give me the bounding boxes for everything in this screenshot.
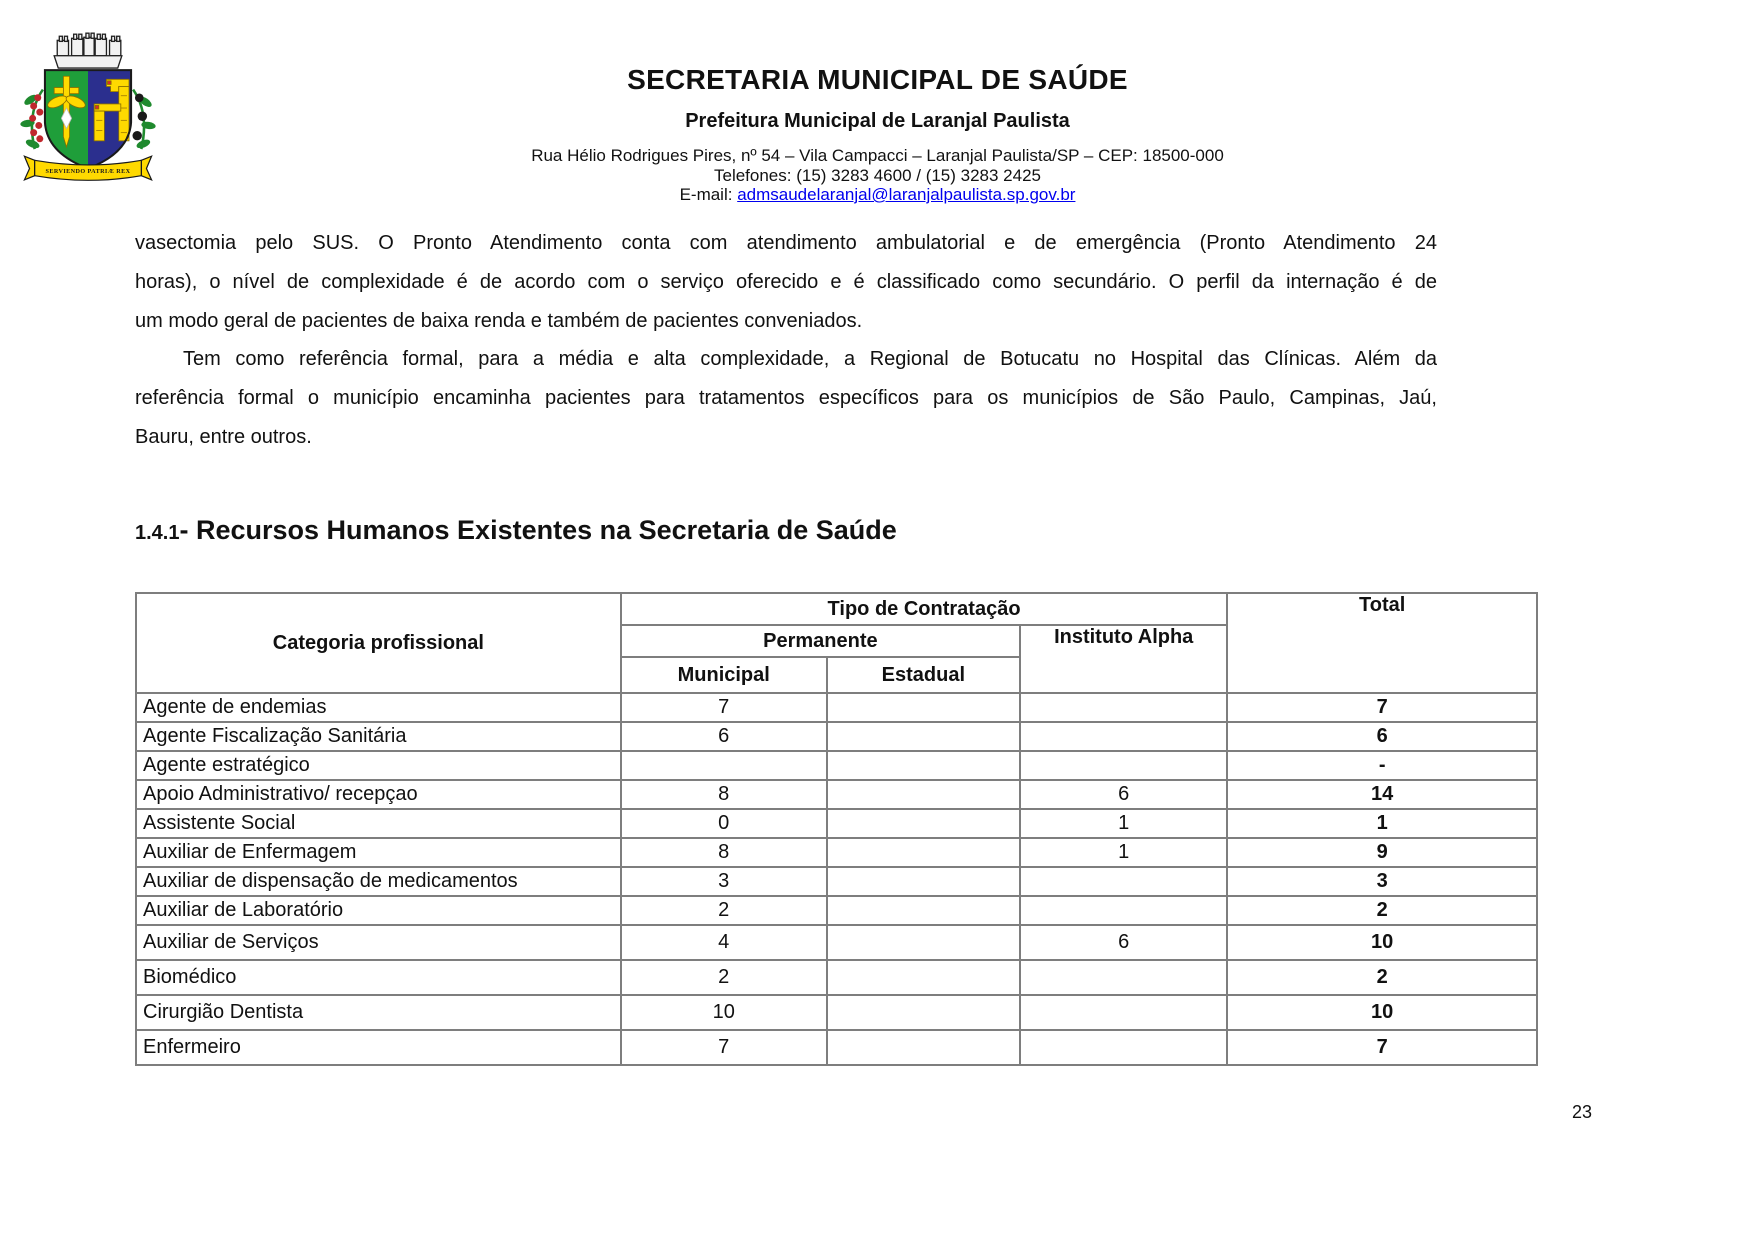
cell-municipal: 0 [621,809,827,838]
paragraph-line: um modo geral de pacientes de baixa renda e também de pacientes conveniados. [135,309,863,332]
cell-categoria: Auxiliar de dispensação de medicamentos [136,867,621,896]
letterhead-address: Rua Hélio Rodrigues Pires, nº 54 – Vila Campacci – Laranjal Paulista/SP – CEP: 18500-000 [531,146,1224,165]
letterhead-subtitle: Prefeitura Municipal de Laranjal Paulista [685,110,1070,132]
cell-categoria: Enfermeiro [136,1030,621,1065]
letterhead-title: SECRETARIA MUNICIPAL DE SAÚDE [627,64,1128,95]
staff-table-container [135,592,1538,1066]
page-number: 23 [1572,1102,1593,1122]
cell-municipal: 2 [621,896,827,925]
cell-total: 14 [1227,780,1537,809]
cell-instituto [1020,693,1227,722]
cell-instituto [1020,722,1227,751]
table-row [136,896,1537,925]
cell-total: 6 [1227,722,1537,751]
email-link[interactable]: admsaudelaranjal@laranjalpaulista.sp.gov.br [737,185,1076,204]
letterhead-email-line [0,185,1755,205]
paragraph-line: Bauru, entre outros. [135,425,312,448]
col-header-tipo-contratacao: Tipo de Contratação [621,593,1228,625]
table-row [136,925,1537,960]
cell-instituto [1020,995,1227,1030]
staff-table [135,592,1538,1066]
paragraph-line: referência formal o município encaminha pacientes para tratamentos específicos para os municípios de São Paulo, Campinas, Jaú, [135,387,1437,410]
cell-categoria: Agente Fiscalização Sanitária [136,722,621,751]
table-row [136,1030,1537,1065]
section-title: - Recursos Humanos Existentes na Secretaria de Saúde [179,515,897,545]
table-row [136,838,1537,867]
cell-estadual [827,995,1020,1030]
table-row [136,693,1537,722]
body-text [135,224,1437,457]
cell-total: 1 [1227,809,1537,838]
cell-categoria: Agente de endemias [136,693,621,722]
cell-total: 10 [1227,925,1537,960]
cell-estadual [827,722,1020,751]
cell-estadual [827,838,1020,867]
col-header-categoria: Categoria profissional [136,593,621,693]
table-row [136,809,1537,838]
cell-municipal [621,751,827,780]
paragraph-line: horas), o nível de complexidade é de acordo com o serviço oferecido e é classificado como secundário. O perfil da internação é de [135,270,1437,293]
col-header-total: Total [1227,593,1537,693]
col-header-municipal: Municipal [621,657,827,693]
cell-categoria: Auxiliar de Enfermagem [136,838,621,867]
col-header-estadual: Estadual [827,657,1020,693]
cell-total: 2 [1227,960,1537,995]
cell-municipal: 7 [621,693,827,722]
cell-total: 7 [1227,693,1537,722]
table-row [136,995,1537,1030]
cell-municipal: 4 [621,925,827,960]
paragraph-line: Tem como referência formal, para a média e alta complexidade, a Regional de Botucatu no Hospital das Clínicas. Além da [183,348,1437,371]
section-number: 1.4.1 [135,522,180,544]
cell-instituto [1020,960,1227,995]
cell-municipal: 6 [621,722,827,751]
cell-categoria: Biomédico [136,960,621,995]
cell-instituto [1020,1030,1227,1065]
cell-total: 9 [1227,838,1537,867]
cell-categoria: Assistente Social [136,809,621,838]
cell-total: 3 [1227,867,1537,896]
col-header-instituto-alpha: Instituto Alpha [1020,625,1227,693]
table-row [136,722,1537,751]
section-heading [135,515,897,546]
cell-estadual [827,925,1020,960]
cell-municipal: 10 [621,995,827,1030]
cell-instituto: 6 [1020,780,1227,809]
table-row [136,751,1537,780]
cell-municipal: 8 [621,838,827,867]
table-row [136,960,1537,995]
cell-estadual [827,1030,1020,1065]
table-row [136,867,1537,896]
cell-municipal: 7 [621,1030,827,1065]
cell-estadual [827,960,1020,995]
cell-total: 10 [1227,995,1537,1030]
cell-estadual [827,780,1020,809]
cell-municipal: 2 [621,960,827,995]
col-header-permanente: Permanente [621,625,1020,657]
cell-municipal: 3 [621,867,827,896]
cell-categoria: Cirurgião Dentista [136,995,621,1030]
cell-estadual [827,693,1020,722]
cell-estadual [827,867,1020,896]
cell-categoria: Auxiliar de Laboratório [136,896,621,925]
cell-municipal: 8 [621,780,827,809]
email-label: E-mail: [679,185,738,204]
cell-total: 2 [1227,896,1537,925]
cell-instituto: 1 [1020,809,1227,838]
cell-instituto [1020,867,1227,896]
cell-instituto: 1 [1020,838,1227,867]
cell-instituto: 6 [1020,925,1227,960]
cell-estadual [827,809,1020,838]
paragraph-line: vasectomia pelo SUS. O Pronto Atendimento conta com atendimento ambulatorial e de emergência (Pronto Atendimento 24 [135,232,1437,254]
table-row [136,780,1537,809]
letterhead-phones: Telefones: (15) 3283 4600 / (15) 3283 2425 [713,166,1042,185]
logo-motto: SERVIENDO PATRIÆ REX [45,169,131,176]
cell-categoria: Auxiliar de Serviços [136,925,621,960]
cell-estadual [827,896,1020,925]
cell-total: - [1227,751,1537,780]
cell-categoria: Agente estratégico [136,751,621,780]
cell-estadual [827,751,1020,780]
cell-instituto [1020,896,1227,925]
cell-total: 7 [1227,1030,1537,1065]
cell-categoria: Apoio Administrativo/ recepçao [136,780,621,809]
cell-instituto [1020,751,1227,780]
